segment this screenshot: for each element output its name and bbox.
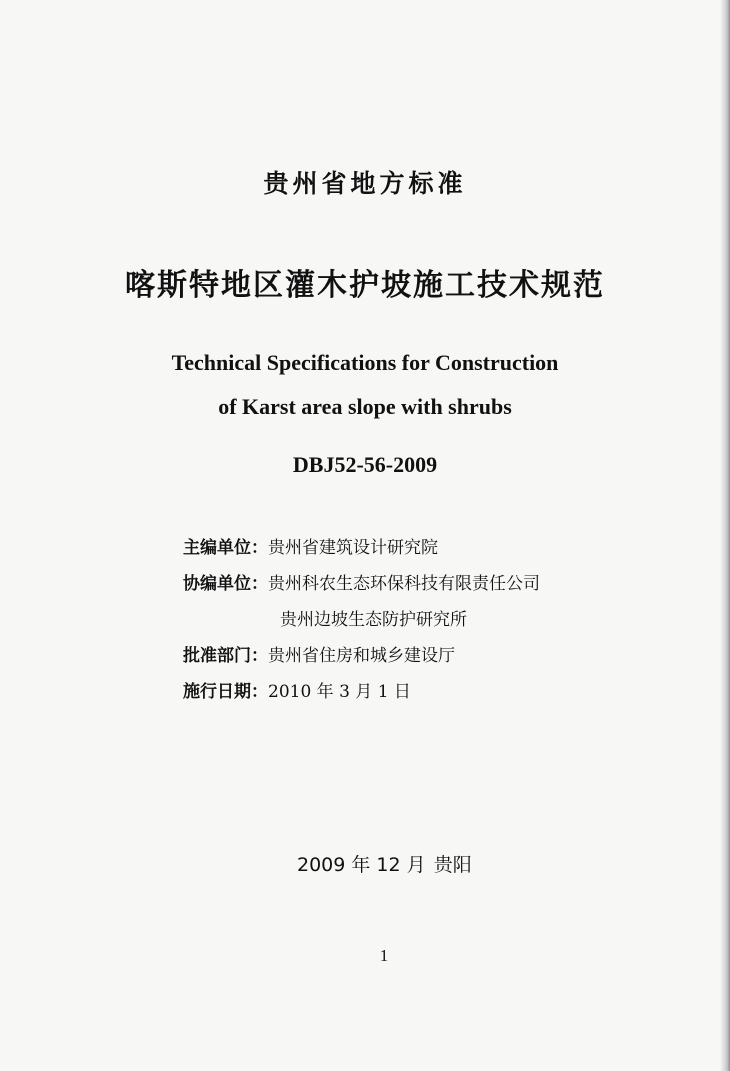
co-editor-label: 协编单位： <box>183 574 268 594</box>
approval-value: 贵州省住房和城乡建设厅 <box>268 646 455 666</box>
scan-edge-shadow <box>720 0 730 1071</box>
approval-label: 批准部门： <box>183 646 268 666</box>
english-title-line-1: Technical Specifications for Construction <box>171 350 559 375</box>
page-number: 1 <box>379 946 389 965</box>
chinese-title: 喀斯特地区灌木护坡施工技术规范 <box>125 268 605 303</box>
co-editor-row-2 <box>183 602 540 638</box>
chief-editor-label: 主编单位： <box>183 538 268 558</box>
footer-date: 2009 年 12 月 <box>297 854 426 876</box>
standard-type-heading: 贵州省地方标准 <box>263 169 467 198</box>
document-info-block <box>183 530 540 710</box>
english-title-line-2: of Karst area slope with shrubs <box>218 394 512 419</box>
chief-editor-value: 贵州省建筑设计研究院 <box>268 538 438 558</box>
footer-date-place <box>297 850 474 877</box>
chief-editor-row <box>183 530 540 566</box>
co-editor-value-1: 贵州科农生态环保科技有限责任公司 <box>268 574 540 594</box>
standard-code: DBJ52-56-2009 <box>292 452 438 477</box>
co-editor-row <box>183 566 540 602</box>
effective-date-value: 2010 年 3 月 1 日 <box>268 682 411 702</box>
co-editor-value-2: 贵州边坡生态防护研究所 <box>280 610 467 630</box>
approval-row <box>183 638 540 674</box>
effective-date-row <box>183 674 540 710</box>
effective-date-label: 施行日期： <box>183 682 268 702</box>
footer-place: 贵阳 <box>433 854 472 876</box>
